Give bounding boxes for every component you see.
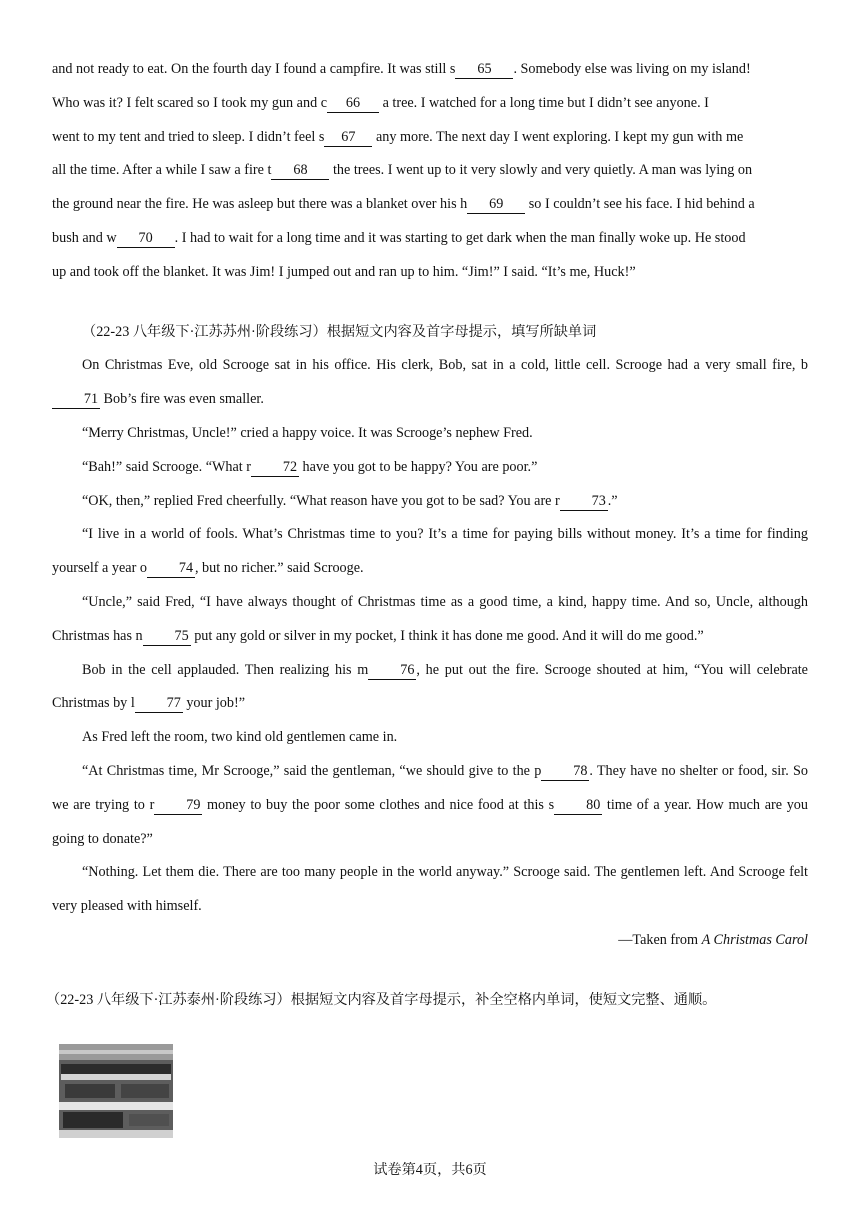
passage-1-line: went to my tent and tried to sleep. I didn’t feel s 67 any more. The next day I went exploring. I kept my gun with me [52,128,744,145]
answer-blank-75[interactable]: 75 [143,628,191,646]
passage-1 [52,53,808,290]
paragraph: As Fred left the room, two kind old gentlemen came in. [82,729,398,746]
question-heading-suzhou: （22-23 八年级下·江苏苏州·阶段练习）根据短文内容及首字母提示，填写所缺单词 [82,323,597,340]
passage-2 [52,316,808,958]
paragraph: “At Christmas time, Mr Scrooge,” said the gentleman, “we should give to the p 78 . They have no shelter or food, sir. So we are trying to r 79 money to buy the poor some clothes and nice food at this s 80 time of a year. How much are you going to donate?” [52,762,808,847]
answer-blank-80[interactable]: 80 [554,797,602,815]
answer-blank-70[interactable]: 70 [117,230,175,248]
passage-1-line: up and took off the blanket. It was Jim! I jumped out and ran up to him. “Jim!” I said. “It’s me, Huck!” [52,263,636,280]
paragraph: “I live in a world of fools. What’s Christmas time to you? It’s a time for paying bills without money. It’s a time for finding yourself a year o 74 , but no richer.” said Scrooge. [52,526,808,577]
answer-blank-77[interactable]: 77 [135,695,183,713]
question-heading-taizhou: （22-23 八年级下·江苏泰州·阶段练习）根据短文内容及首字母提示，补全空格内单词，使短文完整、通顺。 [46,991,717,1008]
passage-1-line: bush and w 70 . I had to wait for a long time and it was starting to get dark when the man finally woke up. He stood [52,229,746,246]
answer-blank-67[interactable]: 67 [324,129,372,147]
answer-blank-68[interactable]: 68 [271,162,329,180]
answer-blank-66[interactable]: 66 [327,95,379,113]
exam-page-content [46,53,808,1018]
answer-blank-72[interactable]: 72 [251,459,299,477]
paragraph: On Christmas Eve, old Scrooge sat in his office. His clerk, Bob, sat in a cold, little cell. Scrooge had a very small fire, b71 Bob’s fire was even smaller. [52,349,808,417]
passage-1-line: Who was it? I felt scared so I took my gun and c 66 a tree. I watched for a long time but I didn’t see anyone. I [52,94,709,111]
answer-blank-65[interactable]: 65 [455,61,513,79]
passage-1-line: all the time. After a while I saw a fire t 68 the trees. I went up to it very slowly and very quietly. A man was lying on [52,162,753,179]
paragraph: “Nothing. Let them die. There are too many people in the world anyway.” Scrooge said. The gentlemen left. And Scrooge felt very pleased with himself. [52,864,808,915]
answer-blank-71[interactable]: 71 [52,391,100,409]
classroom-photo [59,1044,173,1138]
source-attribution: —Taken from A Christmas Carol [618,931,808,948]
paragraph: “Merry Christmas, Uncle!” cried a happy voice. It was Scrooge’s nephew Fred. [82,424,533,441]
paragraph: Bob in the cell applauded. Then realizing his m 76 , he put out the fire. Scrooge shouted at him, “You will celebrate Christmas by l 77 your job!” [52,661,808,712]
answer-blank-79[interactable]: 79 [154,797,202,815]
passage-1-line: and not ready to eat. On the fourth day I found a campfire. It was still s 65 . Somebody else was living on my island! [52,61,751,77]
answer-blank-78[interactable]: 78 [541,763,589,781]
paragraph: “Uncle,” said Fred, “I have always thought of Christmas time as a good time, a kind, happy time. And so, Uncle, although Christmas has n 75 put any gold or silver in my pocket, I think it has done me good. And it will do me good.” [52,593,808,644]
page-footer: 试卷第4页，共6页 [373,1162,487,1178]
answer-blank-74[interactable]: 74 [147,560,195,578]
answer-blank-73[interactable]: 73 [560,493,608,511]
paragraph: “OK, then,” replied Fred cheerfully. “What reason have you got to be sad? You are r 73 .” [82,492,618,509]
paragraph: “Bah!” said Scrooge. “What r 72 have you got to be happy? You are poor.” [82,458,538,475]
answer-blank-69[interactable]: 69 [467,196,525,214]
answer-blank-76[interactable]: 76 [368,662,416,680]
passage-1-line: the ground near the fire. He was asleep but there was a blanket over his h 69 so I couldn’t see his face. I hid behind a [52,196,755,213]
